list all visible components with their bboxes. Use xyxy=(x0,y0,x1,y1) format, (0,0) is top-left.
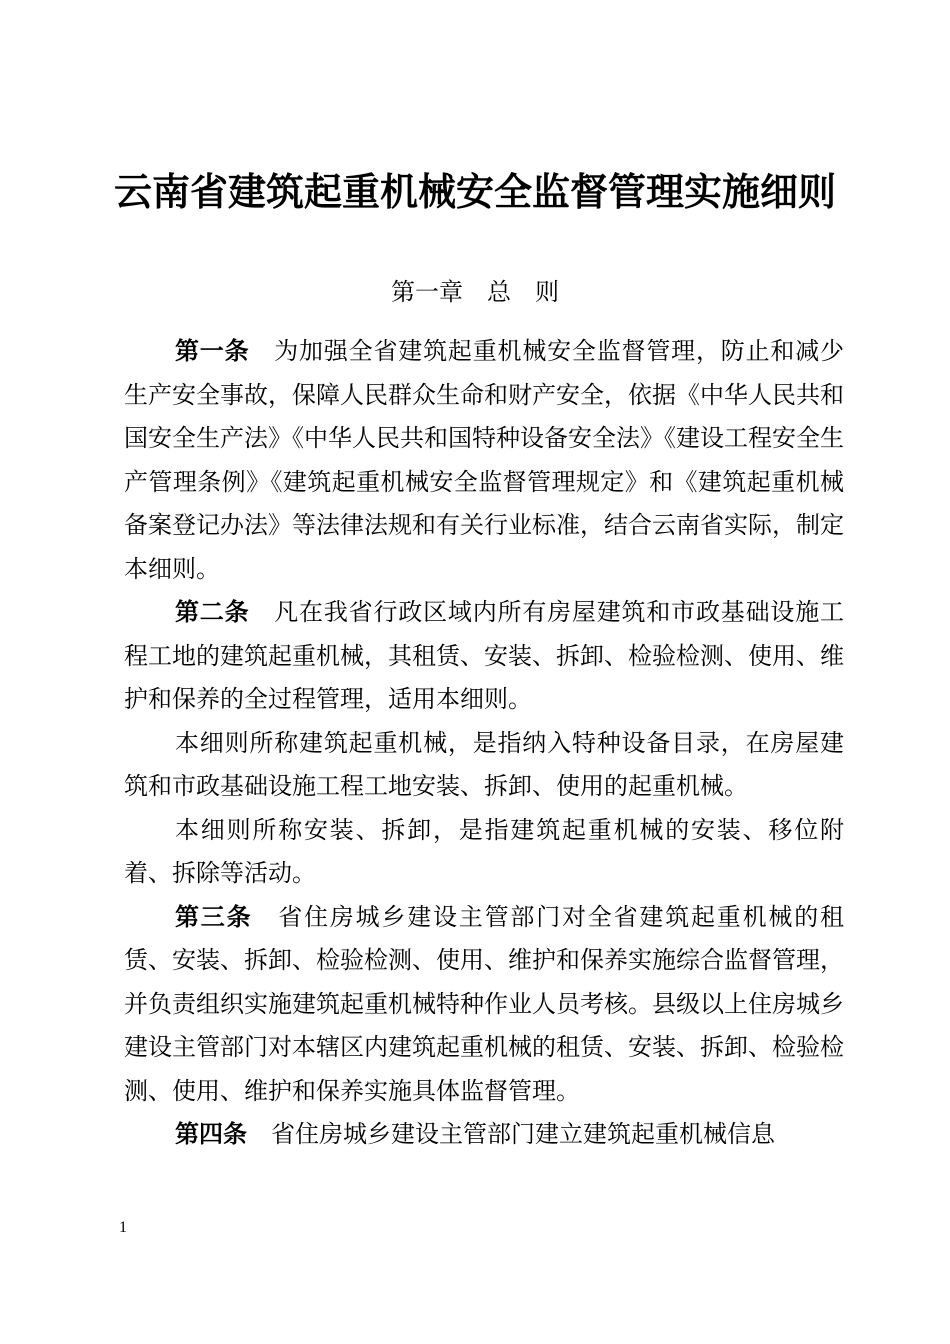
article-text: 省住房城乡建设主管部门对全省建筑起重机械的租赁、安装、拆卸、检验检测、使用、维护和保养实施综合监督管理，并负责组织实施建筑起重机械特种作业人员考核。县级以上住房城乡建设主管部门对本辖区内建筑起重机械的租赁、安装、拆卸、检验检测、使用、维护和保养实施具体监督管理。 xyxy=(124,902,845,1105)
article-label: 第四条 xyxy=(175,1120,247,1148)
article-paragraph xyxy=(124,330,844,591)
article-text: 凡在我省行政区域内所有房屋建筑和市政基础设施工程工地的建筑起重机械，其租赁、安装、拆卸、检验检测、使用、维护和保养的全过程管理，适用本细则。 xyxy=(124,598,845,713)
document-body xyxy=(124,330,844,1157)
document-title: 云南省建筑起重机械安全监督管理实施细则 xyxy=(113,169,836,214)
article-label: 第二条 xyxy=(175,598,250,626)
chapter-heading: 第一章 总 则 xyxy=(391,278,559,306)
article-label: 第三条 xyxy=(175,902,253,931)
article-text: 为加强全省建筑起重机械安全监督管理，防止和减少生产安全事故，保障人民群众生命和财产安全，依据《中华人民共和国安全生产法》《中华人民共和国特种设备安全法》《建设工程安全生产管理条例》《建筑起重机械安全监督管理规定》和《建筑起重机械备案登记办法》等法律法规和有关行业标准，结合云南省实际，制定本细则。 xyxy=(124,337,845,583)
paragraph-text: 本细则所称建筑起重机械，是指纳入特种设备目录，在房屋建筑和市政基础设施工程工地安装、拆卸、使用的起重机械。 xyxy=(124,728,844,800)
body-paragraph xyxy=(124,722,844,809)
article-text: 省住房城乡建设主管部门建立建筑起重机械信息 xyxy=(271,1120,775,1148)
paragraph-text: 本细则所称安装、拆卸，是指建筑起重机械的安装、移位附着、拆除等活动。 xyxy=(124,815,844,887)
body-paragraph xyxy=(124,809,844,896)
article-paragraph xyxy=(124,896,844,1114)
page-number: 1 xyxy=(119,1219,127,1236)
article-paragraph xyxy=(124,1113,844,1157)
article-label: 第一条 xyxy=(175,337,250,365)
article-paragraph xyxy=(124,591,844,722)
